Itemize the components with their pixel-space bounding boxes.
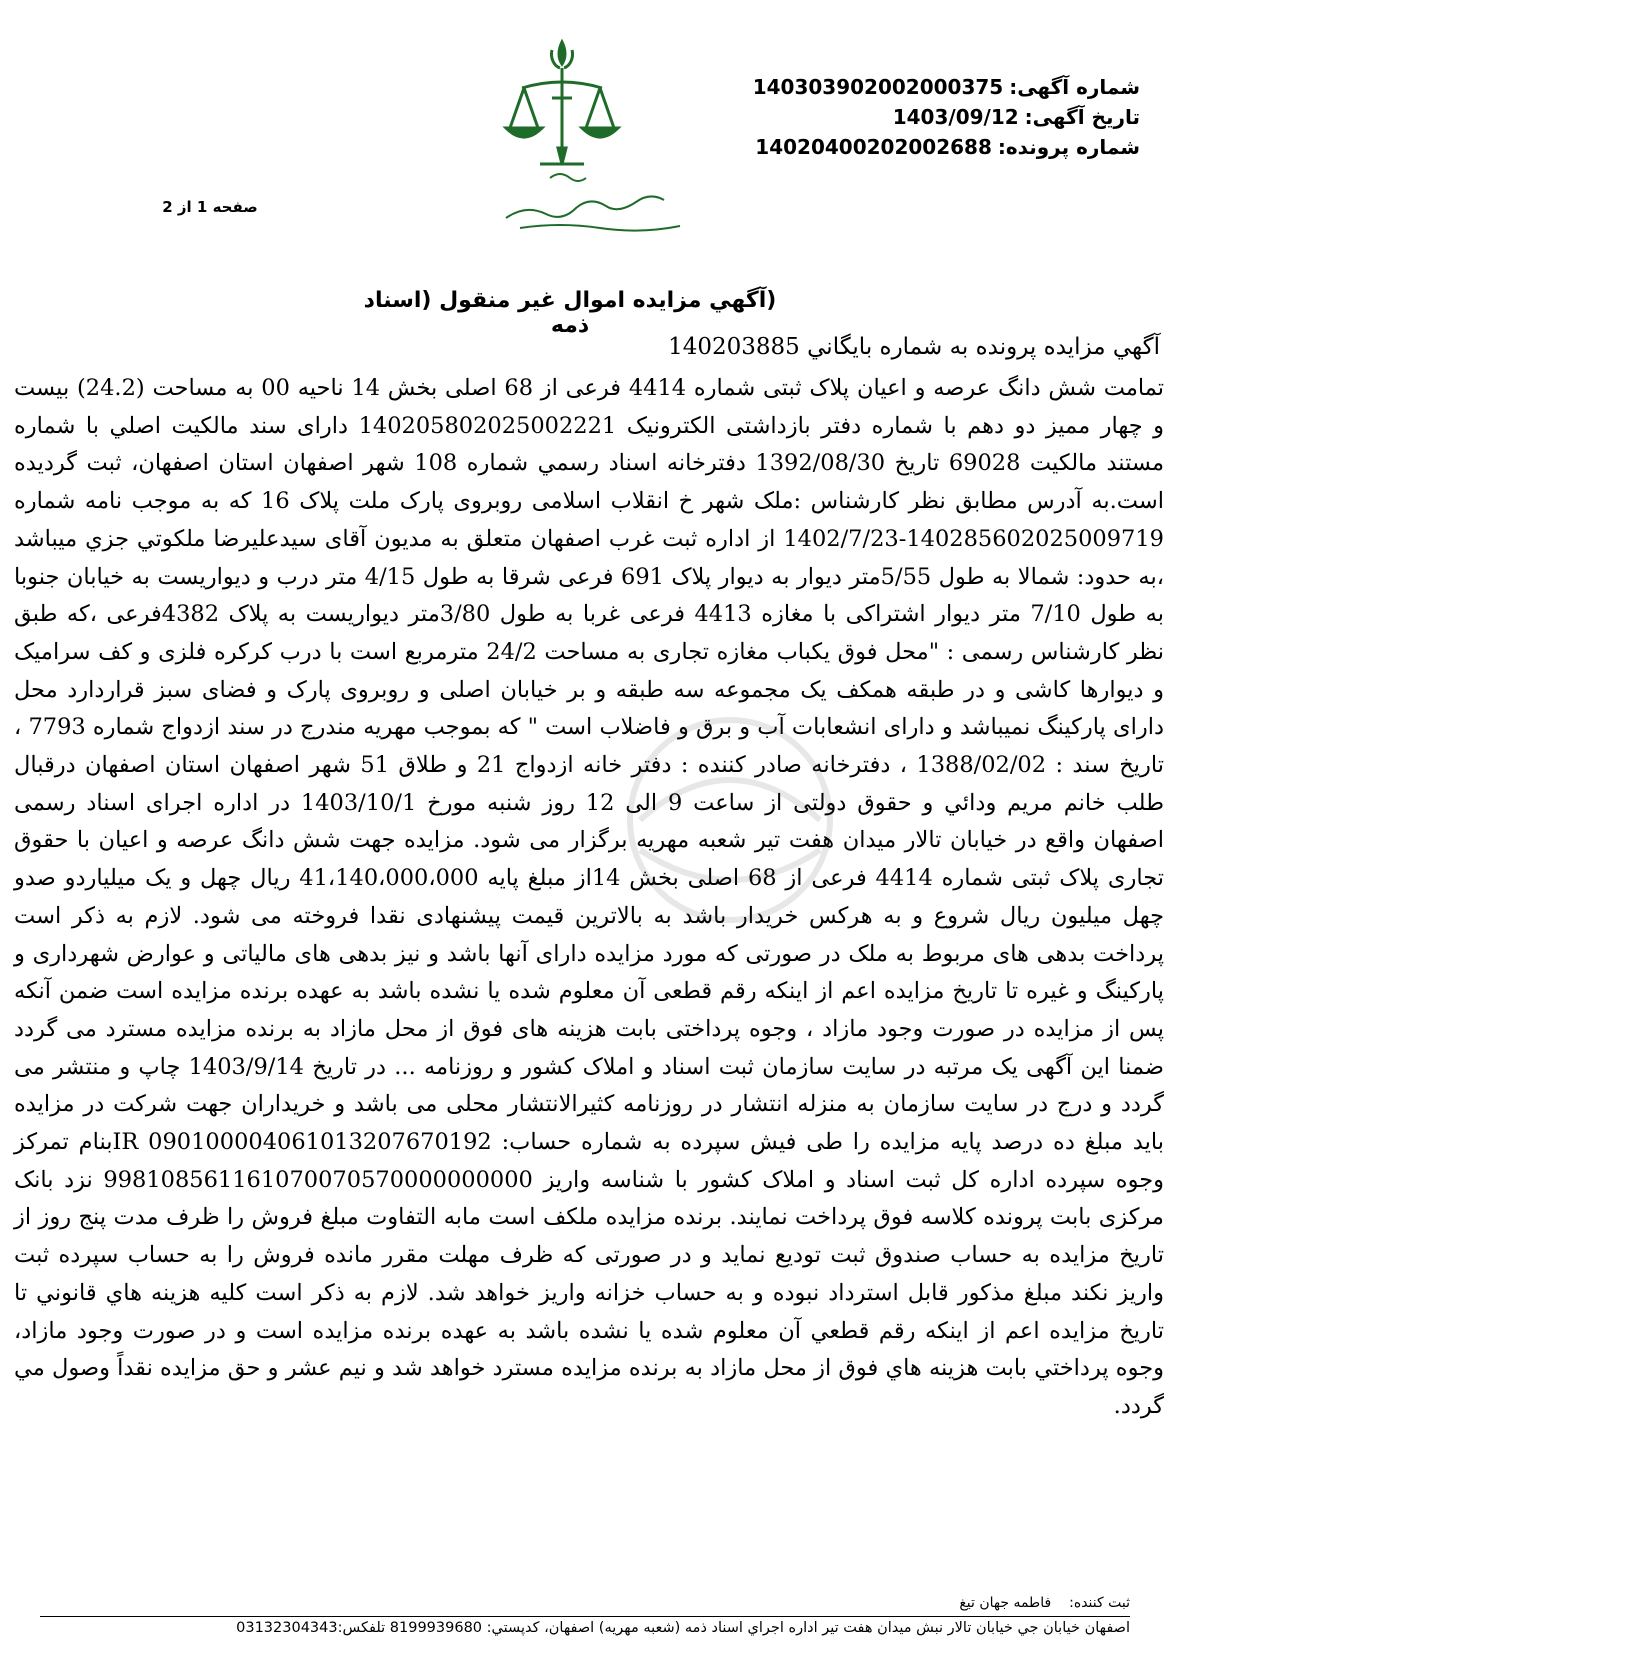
notice-date-row	[760, 102, 1140, 132]
recorder-name: فاطمه جهان تیغ	[959, 1595, 1052, 1611]
notice-number-label: شماره آگهی:	[1009, 75, 1140, 99]
judiciary-scales-emblem-icon	[500, 28, 730, 238]
recorder-label: ثبت کننده:	[1069, 1595, 1130, 1611]
recorder-info	[900, 1595, 1130, 1611]
notice-date: 1403/09/12	[892, 105, 1019, 129]
office-address: اصفهان خيابان جي خيابان تالار نبش ميدان هفت تير اداره اجراي اسناد ذمه (شعبه مهريه) اصفهان، کدپستي: 8199939680 تلفکس:03132304343	[236, 1620, 1130, 1636]
footer-divider	[40, 1616, 1130, 1617]
notice-number: 140303902002000375	[752, 75, 1004, 99]
page-indicator: صفحه 1 از 2	[162, 198, 258, 216]
notice-title: (آگهي مزايده اموال غير منقول (اسناد ذمه	[363, 288, 777, 338]
notice-metadata	[752, 72, 1140, 162]
file-number-row	[755, 132, 1140, 162]
notice-number-row	[752, 72, 1140, 102]
file-number-label: شماره پرونده:	[997, 135, 1140, 159]
notice-body-paragraph: تمامت شش دانگ عرصه و اعیان پلاک ثبتی شماره 4414 فرعی از 68 اصلی بخش 14 ناحیه 00 به مساحت (24.2) بیست و چهار ممیز دو دهم با شماره دفتر بازداشتی الکترونیک 140205802025002221 دارای سند مالكيت اصلي با شماره مستند مالكيت 69028 تاريخ 1392/08/30 دفترخانه اسناد رسمي شماره 108 شهر اصفهان استان اصفهان، ثبت گردیده است.به آدرس مطابق نظر کارشناس :ملک شهر خ انقلاب اسلامی روبروی پارک ملت پلاک 16 که به موجب نامه شماره 140285602025009719-1402/7/23 از اداره ثبت غرب اصفهان متعلق به مدیون آقای سیدعلیرضا ملکوتي جزي میباشد ،به حدود: شمالا به طول 5/55متر دیوار به دیوار پلاک 691 فرعی شرقا به طول 4/15 متر درب و دیواریست به خیابان جنوبا به طول 7/10 متر دیوار اشتراکی با مغازه 4413 فرعی غربا به طول 3/80متر دیواریست به پلاک 4382فرعی ،که طبق نظر کارشناس رسمی : "محل فوق یکباب مغازه تجاری به مساحت 24/2 مترمربع است با درب کرکره فلزی و کف سرامیک و دیوارها کاشی و در طبقه همکف یک مجموعه سه طبقه و بر خیابان اصلی و روبروی پارک و فضای سبز قراردارد محل دارای پارکینگ نمیباشد و دارای انشعابات آب و برق و فاضلاب است " که بموجب مهریه مندرج در سند ازدواج شماره 7793 ، تاریخ سند : 1388/02/02 ، دفترخانه صادر کننده : دفتر خانه ازدواج 21 و طلاق 51 شهر اصفهان استان اصفهان درقبال طلب خانم مریم ودائي و حقوق دولتی از ساعت 9 الی 12 روز شنبه مورخ 1403/10/1 در اداره اجرای اسناد رسمی اصفهان واقع در خیابان تالار میدان هفت تیر شعبه مهریه برگزار می شود. مزایده جهت شش دانگ عرصه و اعیان با حقوق تجاری پلاک ثبتی شماره 4414 فرعی از 68 اصلی بخش 14از مبلغ پایه 41،140،000،000 ریال چهل و یک میلیاردو صدو چهل میلیون ریال شروع و به هرکس خریدار باشد به بالاترین قیمت پیشنهادی نقدا فروخته می شود. لازم به ذکر است پرداخت بدهی های مربوط به ملک در صورتی که مورد مزایده دارای آنها باشد و نیز بدهی های مالیاتی و عوارض شهرداری و پارکینگ و غیره تا تاریخ مزایده اعم از اینکه رقم قطعی آن معلوم شده یا نشده باشد به عهده برنده مزایده است ضمن آنکه پس از مزایده در صورت وجود مازاد ، وجوه پرداختی بابت هزینه های فوق از محل مازاد به برنده مزایده مسترد می گردد ضمنا این آگهی یک مرتبه در سایت سازمان ثبت اسناد و املاک کشور و روزنامه ... در تاریخ 1403/9/14 چاپ و منتشر می گردد و درج در سایت سازمان به منزله انتشار در روزنامه کثیرالانتشار محلی می باشد و خریداران جهت شرکت در مزایده باید مبلغ ده درصد پایه مزایده را طی فیش سپرده به شماره حساب: IR 090100004061013207670192بنام تمرکز وجوه سپرده اداره کل ثبت اسناد و املاک کشور با شناسه واریز 998108561161070070570000000000 نزد بانک مرکزی بابت پرونده کلاسه فوق پرداخت نمایند. برنده مزایده ملکف است مابه التفاوت مبلغ فروش را ظرف مدت پنج روز از تاریخ مزایده به حساب صندوق ثبت تودیع نماید و در صورتی که ظرف مهلت مقرر مانده فروش را به حساب سپرده ثبت واریز نکند مبلغ مذکور قابل استرداد نبوده و به حساب خزانه واریز خواهد شد. لازم به ذكر است كليه هزينه هاي قانوني تا تاريخ مزايده اعم از اينكه رقم قطعي آن معلوم شده يا نشده باشد به عهده برنده مزايده است و در صورت وجود مازاد، وجوه پرداختي بابت هزينه هاي فوق از محل مازاد به برنده مزايده مسترد خواهد شد و نيم عشر و حق مزايده نقداً وصول مي گردد.	[14, 375, 1165, 1419]
archive-file-line: آگهي مزايده پرونده به شماره بايگاني 140203885	[668, 334, 1160, 360]
notice-date-label: تاریخ آگهی:	[1024, 105, 1140, 129]
notice-body	[14, 370, 1164, 1426]
file-number: 14020400202002688	[755, 135, 992, 159]
